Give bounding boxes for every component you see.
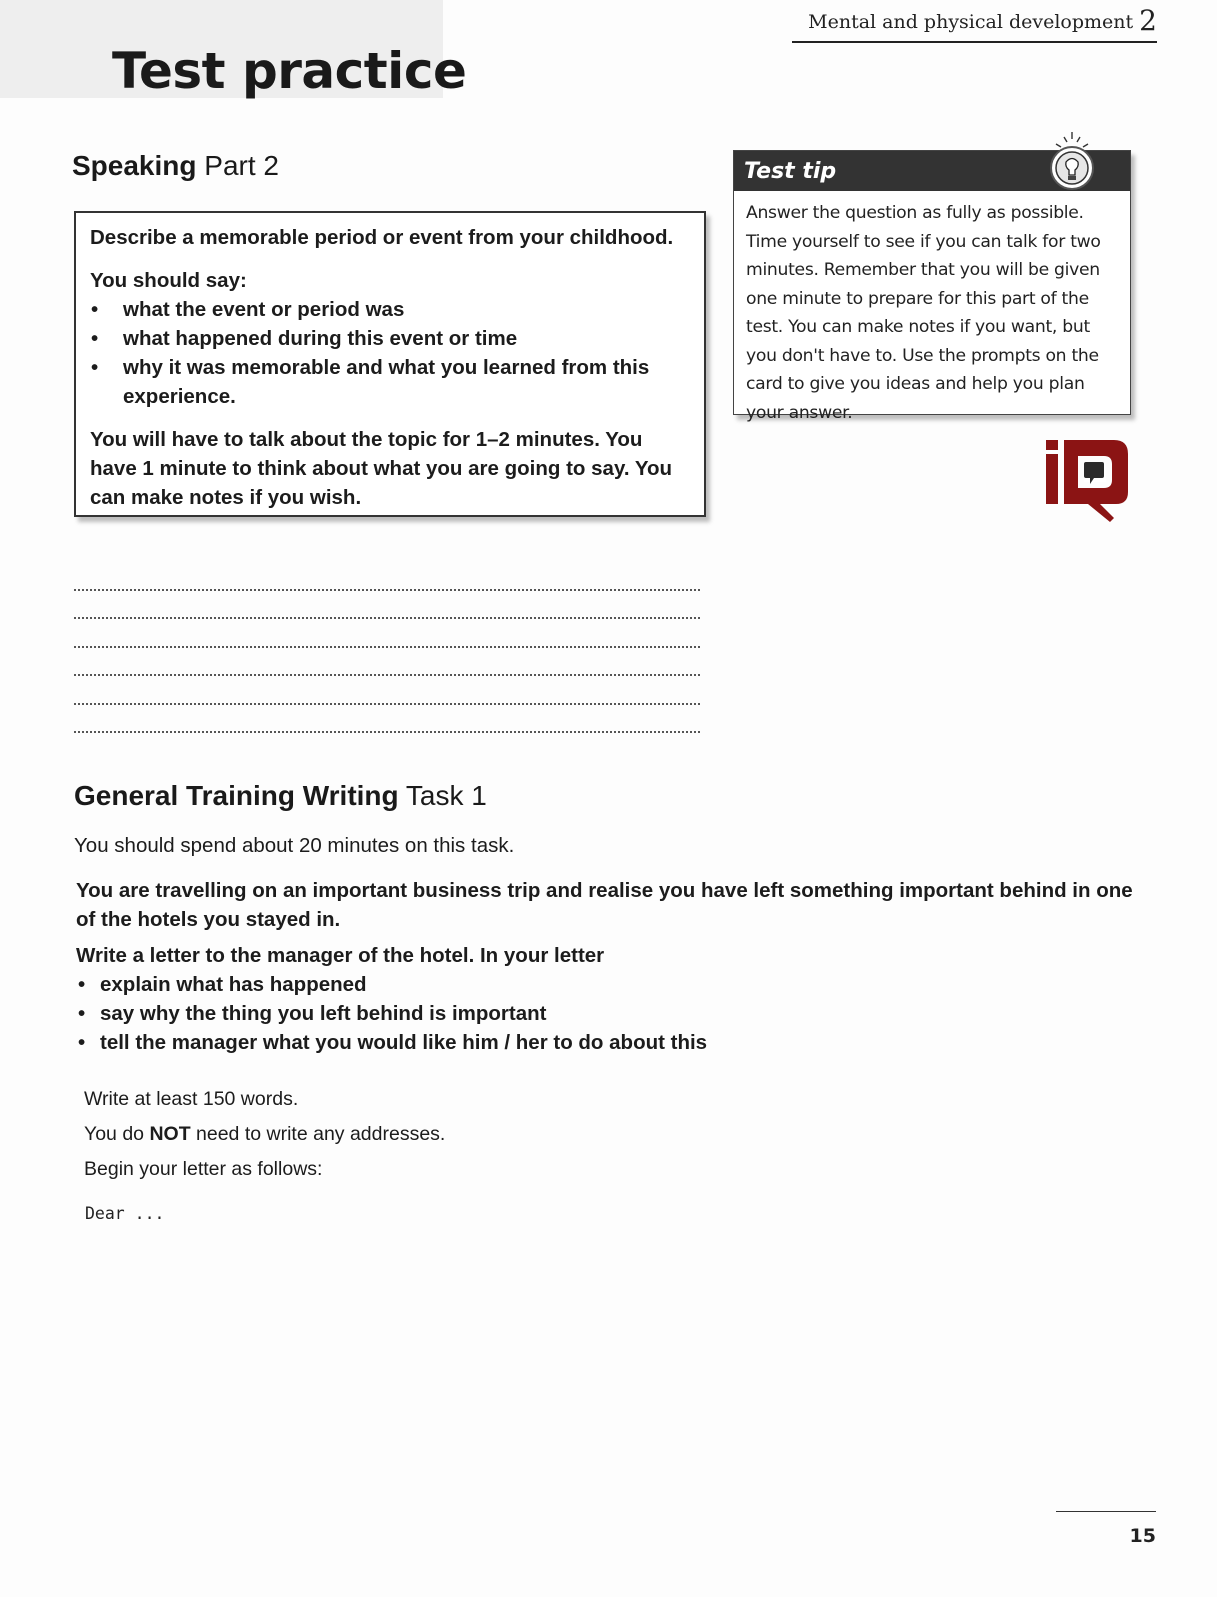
writing-instruction: Write a letter to the manager of the hotel. In your letter [76,944,605,967]
running-head [792,4,1157,43]
card-note: You will have to talk about the topic for 1–2 minutes. You have 1 minute to think about what you are going to say. You can make notes if you wish. [90,428,673,509]
card-bullet: • what happened during this event or time [90,324,690,353]
test-tip-title: Test tip [734,151,1130,191]
chapter-number: 2 [1139,4,1157,37]
footer-rule [1056,1511,1156,1512]
writing-heading-task: Task 1 [398,780,487,811]
note-lines [74,562,700,733]
test-tip-text: Answer the question as fully as possible. Time yourself to see if you can talk for two minutes. Remember that you will be given one minute to prepare for this part of the test. You can make notes if you want, but you don't have to. Use the prompts on the card to give you ideas and help you plan your answer. [746,203,1101,423]
address-note-not: NOT [149,1123,191,1145]
writing-bullet: • tell the manager what you would like him / her to do about this [76,1028,976,1057]
page-number: 15 [1129,1525,1156,1547]
note-line[interactable] [74,591,700,620]
card-bullet: • what the event or period was [90,295,690,324]
ip-logo [1044,440,1130,526]
writing-heading [74,780,487,812]
lightbulb-icon [1044,128,1100,194]
card-title: Describe a memorable period or event from your childhood. [90,226,674,249]
note-line[interactable] [74,676,700,705]
card-bullet: • why it was memorable and what you learned from this experience. [90,353,690,411]
writing-situation: You are travelling on an important business trip and realise you have left something important behind in one of the hotels you stayed in. [76,879,1133,931]
writing-heading-bold: General Training Writing [74,780,399,811]
writing-bullet: • say why the thing you left behind is important [76,999,976,1028]
writing-time-note: You should spend about 20 minutes on this task. [74,834,515,857]
dear-salutation: Dear ... [85,1204,165,1223]
writing-bullet-list [76,970,976,1057]
card-bullet-list [90,295,690,411]
note-line[interactable] [74,705,700,734]
note-line[interactable] [74,562,700,591]
speaking-heading [72,150,279,182]
card-prompt: You should say: [90,269,247,292]
speaking-heading-part: Part 2 [196,150,279,181]
task-card [74,211,706,517]
chapter-title: Mental and physical development [808,11,1134,33]
begin-note: Begin your letter as follows: [84,1158,323,1180]
speaking-heading-bold: Speaking [72,150,197,181]
page-title: Test practice [112,42,467,100]
address-note [84,1123,445,1146]
writing-bullet: • explain what has happened [76,970,976,999]
address-note-pre: You do [84,1123,150,1145]
writing-task [76,941,976,1057]
note-line[interactable] [74,648,700,677]
note-line[interactable] [74,619,700,648]
address-note-post: need to write any addresses. [190,1123,446,1145]
word-count-note: Write at least 150 words. [84,1088,299,1110]
